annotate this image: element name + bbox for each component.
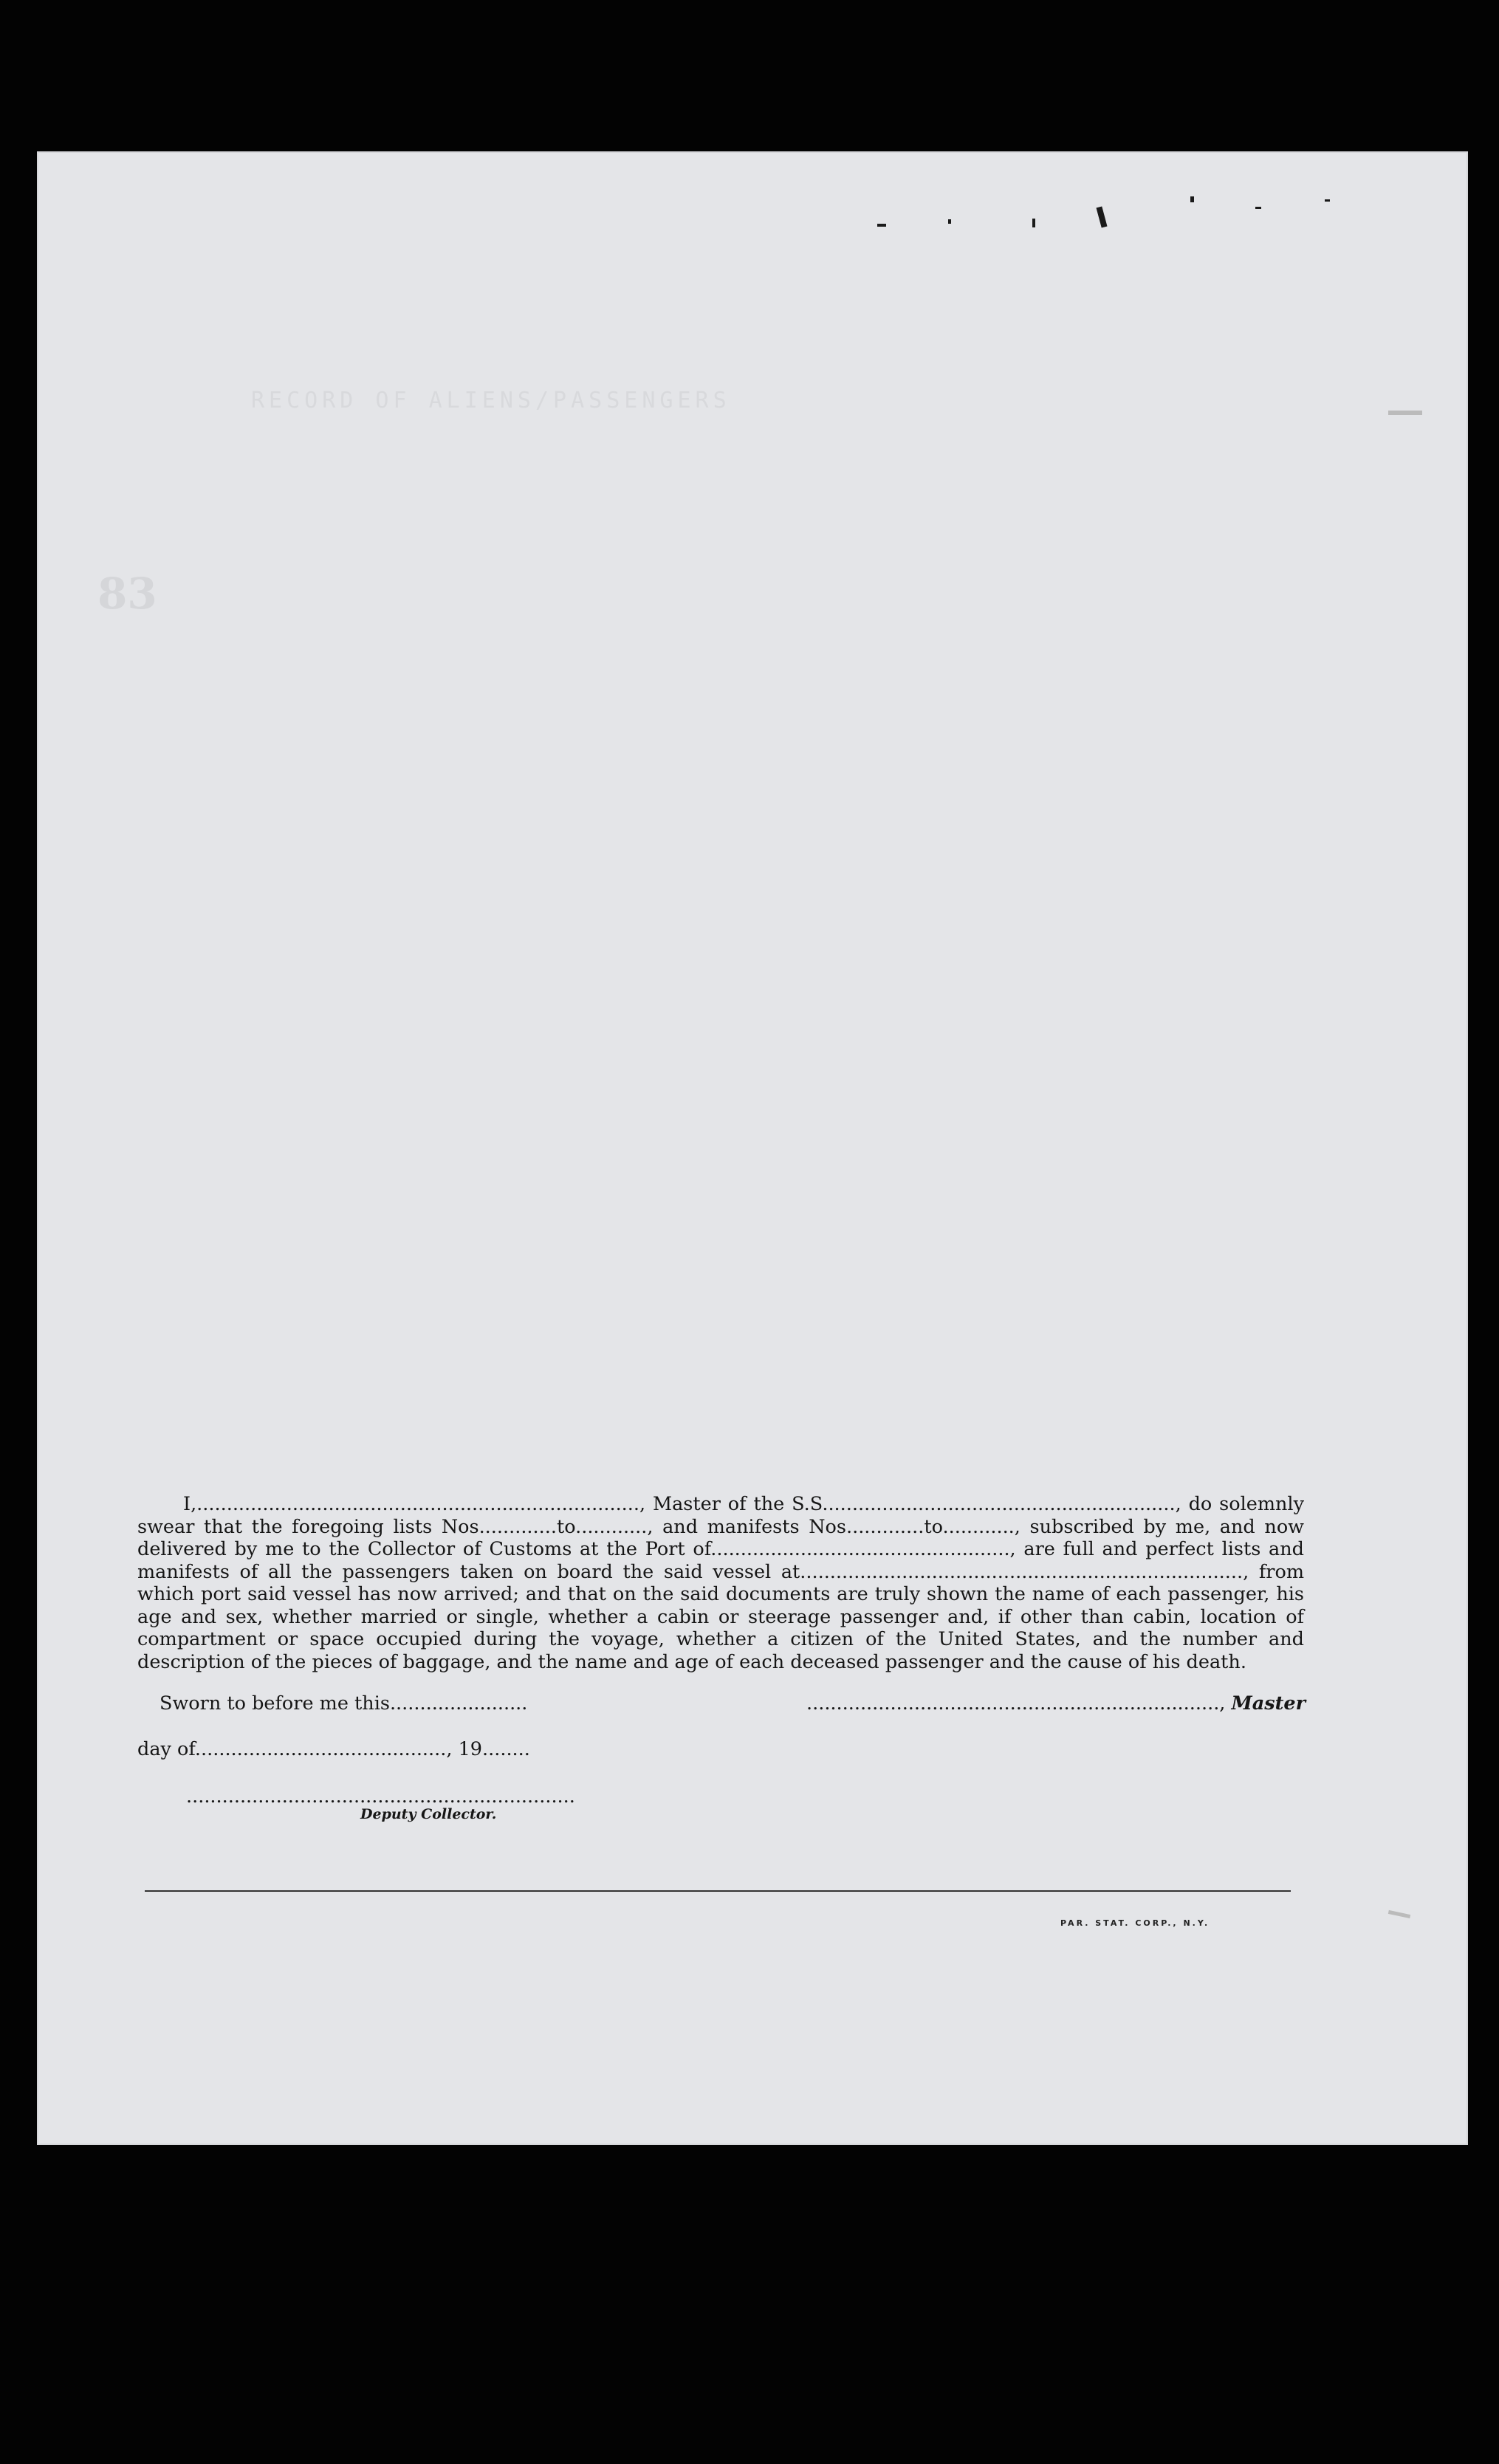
master-signature-line: ....................................................................., Master <box>806 1692 1306 1715</box>
bottom-rule <box>145 1890 1291 1892</box>
scan-speck <box>1388 411 1422 415</box>
printer-imprint: PAR. STAT. CORP., N.Y. <box>1060 1918 1210 1928</box>
deputy-collector-signature-line: ................................................................. <box>186 1785 575 1808</box>
sworn-before-line: Sworn to before me this....................... <box>159 1692 528 1715</box>
scan-speck <box>877 224 886 227</box>
master-signature-dots: ..................................................................... <box>806 1692 1220 1715</box>
scan-speck <box>1325 199 1330 202</box>
oath-paragraph: I,.........................................................................., Master of the S.S..........................................................., do solemnly swear that the foregoing lists Nos.............to............, and manifests Nos.............to............, subscribed by me, and now delivered by me to the Collector of Customs at the Port of.................................................., are full and perfect lists and manifests of all the passengers taken on board the said vessel at.........................................................................., from which port said vessel has now arrived; and that on the said documents are truly shown the name of each passenger, his age and sex, whether married or single, whether a cabin or steerage passenger and, if other than cabin, location of compartment or space occupied during the voyage, whether a citizen of the United States, and the number and description of the pieces of baggage, and the name and age of each deceased passenger and the cause of his death. <box>137 1493 1304 1673</box>
manifest-page <box>37 151 1468 2145</box>
scan-speck <box>948 219 951 224</box>
master-label: Master <box>1231 1692 1306 1715</box>
day-of-line: day of.........................................., 19........ <box>137 1738 530 1760</box>
deputy-collector-label: Deputy Collector. <box>360 1806 497 1822</box>
scan-speck <box>1255 207 1261 209</box>
scan-speck <box>1190 196 1194 202</box>
bleedthrough-page-number: 83 <box>97 569 157 619</box>
bleedthrough-header: RECORD OF ALIENS/PASSENGERS <box>251 388 731 413</box>
scan-speck <box>1032 219 1035 227</box>
